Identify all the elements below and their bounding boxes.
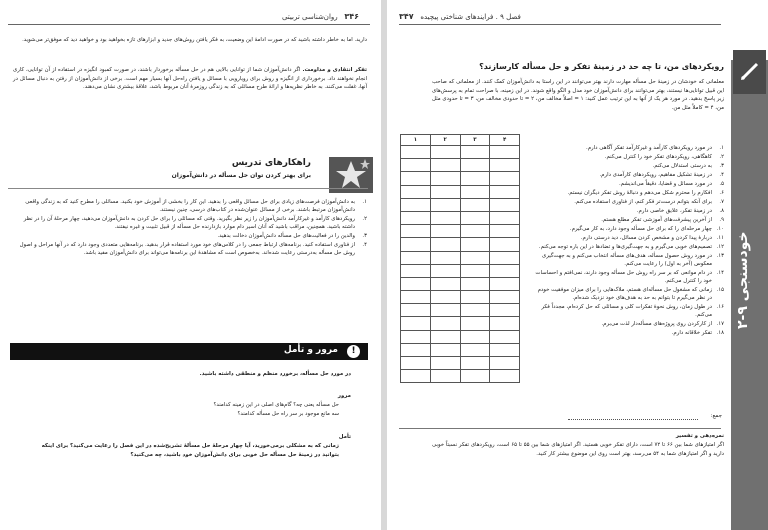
- rating-cell[interactable]: [490, 159, 520, 172]
- rating-row: [401, 238, 520, 251]
- assessment-item: ۱۵. زمانی که مشغول حل مسأله‌ای هستم، ملاک‌هایی را برای میزان موفقیت خودم در نظر می‌گیرم تا بتوانم به حد به هدف‌های خود نزدیک شده‌ام.: [537, 287, 724, 301]
- review-intro: در مورد حل مسأله، برخورد منظم و منطقی داشته باشید.: [199, 371, 351, 377]
- rating-cell[interactable]: [460, 172, 490, 185]
- rating-cell[interactable]: [430, 211, 460, 224]
- rating-row: [401, 225, 520, 238]
- rating-cell[interactable]: [460, 211, 490, 224]
- rating-cell[interactable]: [460, 264, 490, 277]
- scoring-rule: [399, 428, 721, 429]
- rating-cell[interactable]: [460, 198, 490, 211]
- rating-cell[interactable]: [490, 291, 520, 304]
- rating-cell[interactable]: [460, 277, 490, 290]
- rating-cell[interactable]: [401, 159, 431, 172]
- pen-icon: [739, 60, 761, 82]
- rating-cell[interactable]: [430, 172, 460, 185]
- rating-row: [401, 357, 520, 370]
- motivation-text: اگر دانش‌آموزان شما از توانایی بالایی هم در حل مسأله برخوردار باشند، در صورت کمبود انگیزه در استفاده از آن توانایی، کاری انجام نخواهند داد. برخورداری از انگیزه و روش برای رویارویی با مسائل و یافتن راه‌حل آنها بسیار مهم است. برخی از دانش‌آموزان از رفتن به دنبال مسائل در آنها، غفلت می‌کنند. به خاطر نظریه‌ها و ارائهٔ طرح مسائلی که به زندگی روزمرهٔ آنان مربوط باشد، علاقهٔ بیشتری نشان می‌دهند.: [13, 67, 367, 91]
- right-page-number: ۳۴۷: [399, 12, 414, 21]
- rating-cell[interactable]: [490, 251, 520, 264]
- left-header-title: روان‌شناسی تربیتی: [281, 13, 338, 21]
- self-assessment-label: خودسنجی ۹-۲: [735, 231, 751, 329]
- assessment-item: ۷. برای آنکه بتوانم درست‌تر فکر کنم، از فناوری استفاده می‌کنم.: [574, 199, 724, 205]
- rating-cell[interactable]: [401, 304, 431, 317]
- rating-cell[interactable]: [490, 225, 520, 238]
- rating-cell[interactable]: [430, 198, 460, 211]
- rating-row: [401, 172, 520, 185]
- self-assessment-tab: [731, 60, 768, 530]
- rating-cell[interactable]: [460, 317, 490, 330]
- rating-cell[interactable]: [401, 291, 431, 304]
- assessment-item: ۱۶. در طول زمان، روش نحوهٔ تفکرات کلی و مسائلی که حل کرده‌ام، مجدداً فکر می‌کنم.: [541, 304, 724, 318]
- pen-icon-box: [733, 50, 766, 94]
- assessment-item: ۳. به درستی استدلال می‌کنم.: [652, 163, 724, 169]
- exclamation-icon: !: [347, 345, 360, 358]
- rating-cell[interactable]: [460, 370, 490, 383]
- assessment-item: ۱۴. در دام موانعی که بر سر راه روش حل مسأله وجود دارند، نمی‌افتم و احساسات خود را کنترل می‌کنم.: [535, 270, 724, 284]
- teaching-subtitle: برای بهتر کردن توان حل مسأله در دانش‌آموزان: [171, 172, 311, 179]
- rating-cell[interactable]: [460, 357, 490, 370]
- rating-cell[interactable]: [490, 343, 520, 356]
- rating-row: [401, 211, 520, 224]
- rating-cell[interactable]: [430, 343, 460, 356]
- rating-row: [401, 159, 520, 172]
- rating-cell[interactable]: [401, 185, 431, 198]
- motivation-heading: تفکر انتقادی و مداومت.: [302, 67, 367, 73]
- teaching-title: راهکارهای تدریس: [231, 158, 311, 168]
- rating-cell[interactable]: [430, 251, 460, 264]
- rating-cell[interactable]: [401, 343, 431, 356]
- rating-cell[interactable]: [430, 277, 460, 290]
- left-header: [282, 12, 359, 21]
- teaching-item: ۱. به دانش‌آموزان فرصت‌های زیادی برای حل مسائل واقعی را بدهید. این کار را بخشی از آموزش خود بکنید. مسائلی را مطرح کنید که به زندگی واقعی دانش‌آموزان مرتبط باشند. برخی از مسائل عنوان‌شده در کتاب‌های درسی، چنین نیستند.: [25, 199, 367, 213]
- rating-header-cell: ۳: [460, 135, 490, 146]
- rating-row: [401, 304, 520, 317]
- rating-cell[interactable]: [401, 238, 431, 251]
- assessment-item: ۶. افکارم را محترم شکل می‌دهم و دنبالهٔ روش تفکر دیگران نیستم.: [567, 190, 724, 196]
- rating-cell[interactable]: [430, 159, 460, 172]
- rating-cell[interactable]: [490, 172, 520, 185]
- review-item: حل مسأله یعنی چه؟ گام‌های اصلی در این زمینه کدامند؟: [213, 402, 339, 408]
- scoring-title: نمره‌دهی و تفسیر: [675, 433, 724, 439]
- sum-line: [568, 419, 698, 420]
- assessment-items: [534, 144, 724, 338]
- rating-cell[interactable]: [490, 146, 520, 159]
- rating-row: [401, 277, 520, 290]
- rating-cell[interactable]: [430, 357, 460, 370]
- teaching-list: [13, 198, 367, 258]
- rating-header-row: [401, 135, 520, 146]
- rating-body: [401, 146, 520, 383]
- rating-cell[interactable]: [490, 330, 520, 343]
- rating-cell[interactable]: [401, 317, 431, 330]
- motivation-paragraph: [13, 66, 367, 92]
- left-page-number: ۳۴۶: [344, 12, 359, 21]
- rating-row: [401, 264, 520, 277]
- rating-cell[interactable]: [460, 343, 490, 356]
- rating-cell[interactable]: [460, 304, 490, 317]
- scoring-text: اگر امتیازهای شما بین ۶۶ تا ۷۲ است، دارای تفکر خوبی هستید. اگر امتیازهای شما بین ۵۵ تا ۶۵ است، رویکردهای تفکر نسبتاً خوبی دارید و اگر امتیازهای شما به ۵۴ می‌رسد، بهتر است روی این موضوع بیشتر کار کنید.: [432, 442, 724, 457]
- assessment-item: ۱۳. در مورد روش حصول مسأله، هدف‌های مسأله انتخاب می‌کنم و به جهت‌گیری معکوس (آخر به اول) را رعایت می‌کنم.: [542, 253, 724, 267]
- assessment-item: ۸. در زمینهٔ تفکر، علایق خاصی دارم.: [636, 208, 724, 214]
- rating-row: [401, 330, 520, 343]
- rating-cell[interactable]: [430, 225, 460, 238]
- rating-cell[interactable]: [490, 264, 520, 277]
- rating-cell[interactable]: [460, 291, 490, 304]
- assessment-item: ۱. در مورد رویکردهای کارآمد و غیرکارآمد تفکر آگاهی دارم.: [585, 145, 724, 151]
- rating-row: [401, 291, 520, 304]
- teaching-item: ۲. رویکردهای کارآمد و غیرکارآمد دانش‌آموزان را زیر نظر بگیرید. وقتی که مسائلی را برای حل کردن به دانش‌آموزان می‌دهید، چهار مرحلهٔ آن را در نظر داشته باشید. همچنین، مراقب باشید که آنان اسیر دام موارد بازدارنده حل مسأله از قبیل تثبیت و غیره نیفتند.: [23, 216, 367, 230]
- assessment-item: ۴. در زمینهٔ تشکیل مفاهیم، رویکردهای کارآمدی دارم.: [599, 172, 724, 178]
- rating-row: [401, 370, 520, 383]
- rating-cell[interactable]: [490, 211, 520, 224]
- rating-cell[interactable]: [401, 330, 431, 343]
- rating-row: [401, 185, 520, 198]
- rating-cell[interactable]: [430, 238, 460, 251]
- rating-cell[interactable]: [401, 211, 431, 224]
- rating-cell[interactable]: [460, 146, 490, 159]
- teaching-rule: [8, 188, 368, 189]
- rating-cell[interactable]: [401, 264, 431, 277]
- rating-cell[interactable]: [490, 317, 520, 330]
- rating-cell[interactable]: [490, 198, 520, 211]
- rating-row: [401, 198, 520, 211]
- question-title: رویکردهای من، تا چه حد در زمینهٔ تفکر و حل مسأله کارسازند؟: [479, 62, 724, 71]
- left-page: [0, 0, 381, 530]
- rating-cell[interactable]: [460, 238, 490, 251]
- reflect-label: تأمل: [338, 434, 351, 440]
- rating-cell[interactable]: [401, 370, 431, 383]
- review-item: سه مانع موجود بر سر راه حل مسأله کدامند؟: [237, 411, 339, 417]
- rating-header-cell: ۴: [490, 135, 520, 146]
- rating-cell[interactable]: [460, 330, 490, 343]
- rating-row: [401, 343, 520, 356]
- sum-label: جمع:: [710, 413, 722, 419]
- assessment-item: ۱۰. چهار مرحله‌ای را که برای حل مسأله وجود دارد، به کار می‌گیرم.: [569, 226, 724, 232]
- reflect-text: زمانی که به مشکلی برمی‌خورید، آیا چهار مرحلهٔ حل مسألهٔ تشریح‌شده در این فصل را رعایت می‌کنید؟ برای اینکه بتوانید در زمینهٔ حل مسأله حل خوبی برای دانش‌آموزان خود باشید، چه می‌کنید؟: [41, 443, 339, 458]
- right-header: [399, 12, 521, 21]
- rating-cell[interactable]: [401, 357, 431, 370]
- rating-cell[interactable]: [401, 225, 431, 238]
- rating-cell[interactable]: [430, 370, 460, 383]
- right-header-rule: [399, 24, 721, 25]
- assessment-item: ۹. از آخرین پیشرفت‌های آموزشی تفکر مطلع هستم.: [601, 217, 724, 223]
- rating-cell[interactable]: [430, 146, 460, 159]
- rating-cell[interactable]: [401, 277, 431, 290]
- rating-cell[interactable]: [401, 251, 431, 264]
- rating-cell[interactable]: [401, 146, 431, 159]
- rating-cell[interactable]: [490, 357, 520, 370]
- review-bar: [10, 343, 368, 360]
- rating-row: [401, 146, 520, 159]
- rating-row: [401, 317, 520, 330]
- rating-cell[interactable]: [490, 238, 520, 251]
- rating-cell[interactable]: [430, 330, 460, 343]
- rating-cell[interactable]: [430, 291, 460, 304]
- assessment-item: ۱۸. تفکر خلاقانه دارم.: [671, 330, 724, 336]
- assessment-item: ۲. کاهگاهی، رویکردهای تفکر خود را کنترل می‌کنم.: [604, 154, 724, 160]
- assessment-item: ۱۲. تصمیم‌های خوبی می‌گیرم و به جهت‌گیری‌ها و تضادها در این باره توجه می‌کنم.: [538, 244, 724, 250]
- teaching-item: ۴. از فناوری استفاده کنید. برنامه‌های ارتباط جمعی را در کلاس‌های خود مورد استفاده قرار بدهید. برنامه‌هایی متعددی وجود دارد که در آنها مراحل و اصول روش حل مسأله به‌درستی رعایت شده‌اند. به‌خصوص است که مشاهدهٔ این برنامه‌ها می‌تواند برای دانش‌آموزان مفید باشد.: [19, 242, 367, 256]
- review-title: مرور و تأمل: [283, 345, 338, 355]
- rating-cell[interactable]: [490, 185, 520, 198]
- teaching-item: ۳. والدین را در فعالیت‌های حل مسأله دانش‌آموزان دخالت بدهید.: [217, 233, 367, 239]
- rating-cell[interactable]: [401, 172, 431, 185]
- rating-cell[interactable]: [490, 277, 520, 290]
- rating-cell[interactable]: [430, 317, 460, 330]
- rating-header-cell: ۲: [430, 135, 460, 146]
- rating-cell[interactable]: [490, 370, 520, 383]
- right-header-title: فصل ۹ . فرایندهای شناختی پیچیده: [420, 13, 521, 21]
- review-label: مرور: [337, 393, 351, 399]
- rating-row: [401, 251, 520, 264]
- instructions: معلمانی که خودشان در زمینهٔ حل مسأله مهارت دارند بهتر می‌توانند در این راستا به دانش‌آموزان کمک کنند. از معلمانی که صاحب این قبیل توانایی‌ها نیستند، بهتر می‌توانند برای دانش‌آموزان خود مدل و الگو واقع شوند. در این زمینه، با صراحت تمام به پرسش‌های زیر پاسخ بدهید. در مورد هر یک از آنها به این ترتیب عمل کنید: ۱ = اصلاً مخالف من، ۲ = تا حدودی مخالف من، ۳ = تا حدودی مثل من، ۴ = کاملاً مثل من.: [432, 79, 724, 111]
- left-intro: دارید. اما به خاطر داشته باشید که در صورت ادامهٔ این وضعیت، به فکر یافتن روش‌های جدید و ابزارهای تازه بخواهید بود و خواهید دید که موفق‌تر می‌شوید.: [22, 37, 367, 43]
- assessment-item: ۱۱. دربارهٔ پیدا کردن و مشخص کردن مسائل، دید درستی دارم.: [580, 235, 724, 241]
- rating-cell[interactable]: [460, 251, 490, 264]
- rating-header-cell: ۱: [401, 135, 431, 146]
- rating-cell[interactable]: [460, 159, 490, 172]
- rating-cell[interactable]: [430, 185, 460, 198]
- assessment-item: ۵. در مورد مسائل و قضایا، دقیقاً می‌اندیشم.: [618, 181, 724, 187]
- rating-cell[interactable]: [460, 185, 490, 198]
- left-header-rule: [8, 24, 370, 25]
- rating-cell[interactable]: [401, 198, 431, 211]
- rating-cell[interactable]: [430, 264, 460, 277]
- rating-table: [400, 134, 520, 383]
- rating-cell[interactable]: [490, 304, 520, 317]
- rating-cell[interactable]: [460, 225, 490, 238]
- assessment-item: ۱۷. از کارکردن روی پروژه‌های مسأله‌دار لذت می‌برم.: [601, 321, 724, 327]
- right-page: [387, 0, 768, 530]
- rating-cell[interactable]: [430, 304, 460, 317]
